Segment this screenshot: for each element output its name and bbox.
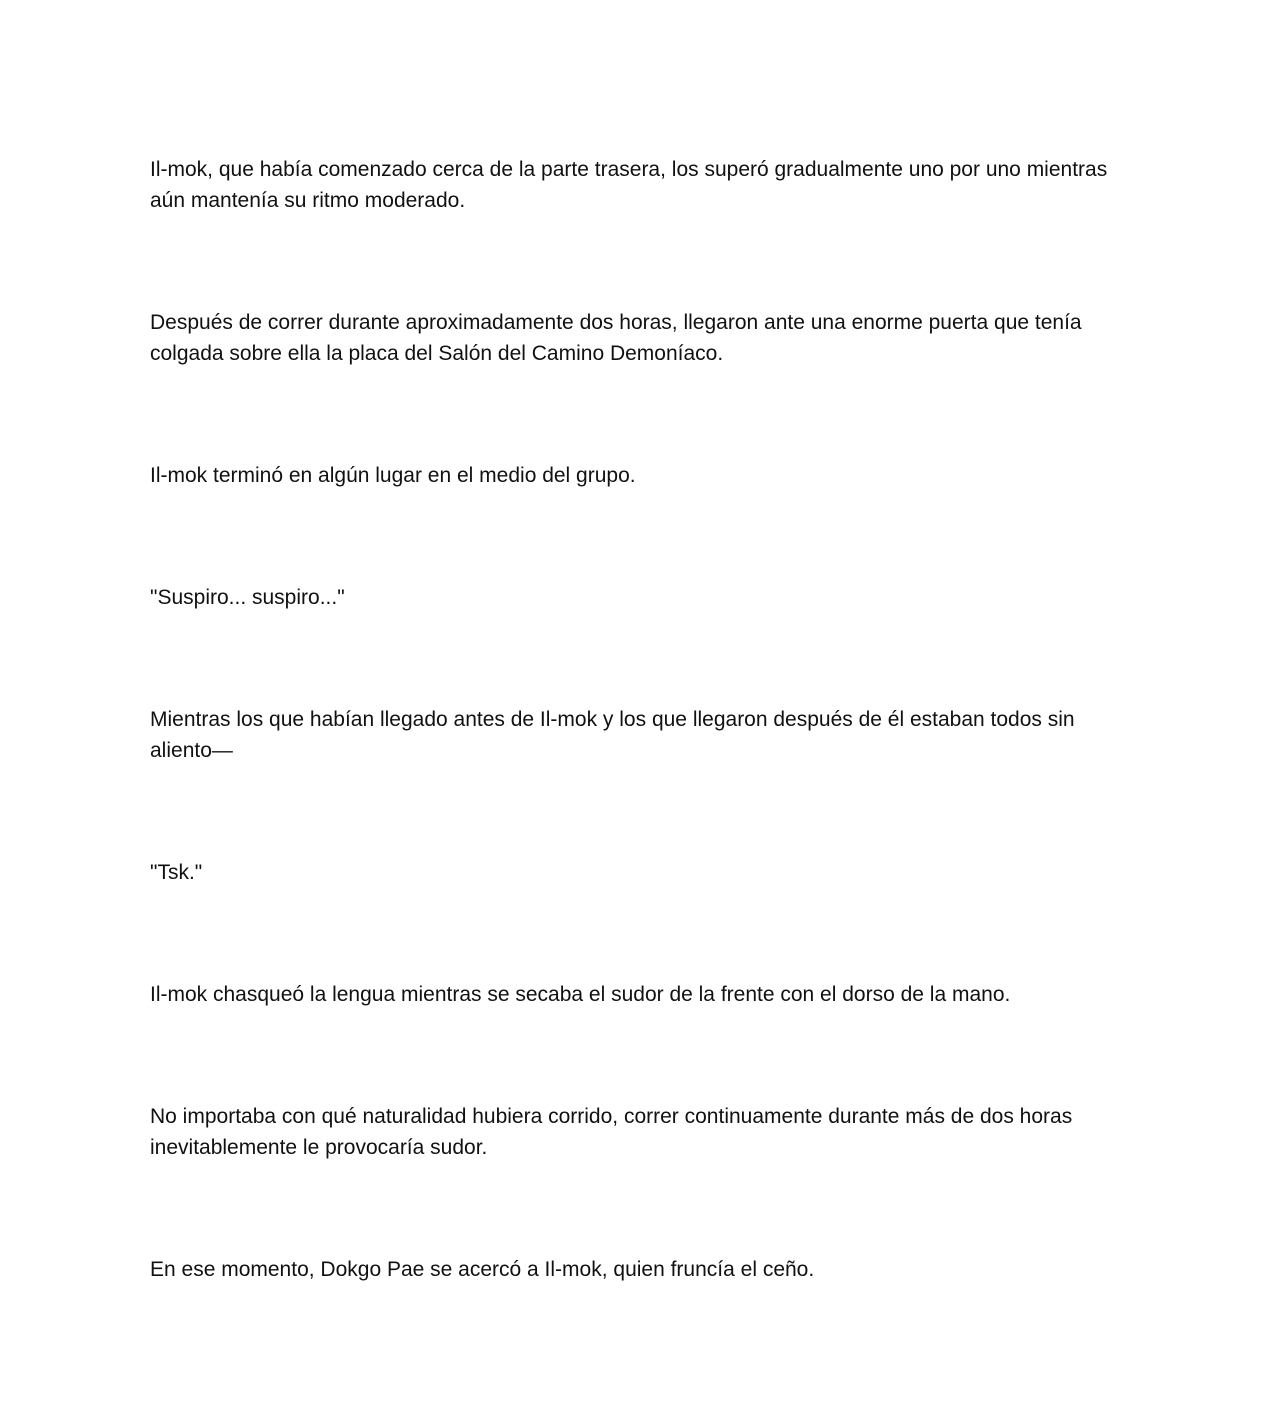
paragraph-7: Il-mok chasqueó la lengua mientras se secaba el sudor de la frente con el dorso de la mano. <box>150 983 1011 1006</box>
paragraph-1: Il-mok, que había comenzado cerca de la parte trasera, los superó gradualmente uno por uno mientras aún mantenía su ritmo moderado. <box>150 158 1108 212</box>
paragraph-9: En ese momento, Dokgo Pae se acercó a Il-mok, quien fruncía el ceño. <box>150 1258 815 1281</box>
paragraph-8: No importaba con qué naturalidad hubiera corrido, correr continuamente durante más de dos horas inevitablemente le provocaría sudor. <box>150 1105 1073 1159</box>
paragraph-6: "Tsk." <box>150 861 203 884</box>
paragraph-3: Il-mok terminó en algún lugar en el medio del grupo. <box>150 464 636 487</box>
paragraph-5: Mientras los que habían llegado antes de Il-mok y los que llegaron después de él estaban todos sin aliento— <box>150 708 1075 762</box>
paragraph-4: "Suspiro... suspiro..." <box>150 586 345 609</box>
paragraph-2: Después de correr durante aproximadamente dos horas, llegaron ante una enorme puerta que tenía colgada sobre ella la placa del Salón del Camino Demoníaco. <box>150 311 1082 365</box>
